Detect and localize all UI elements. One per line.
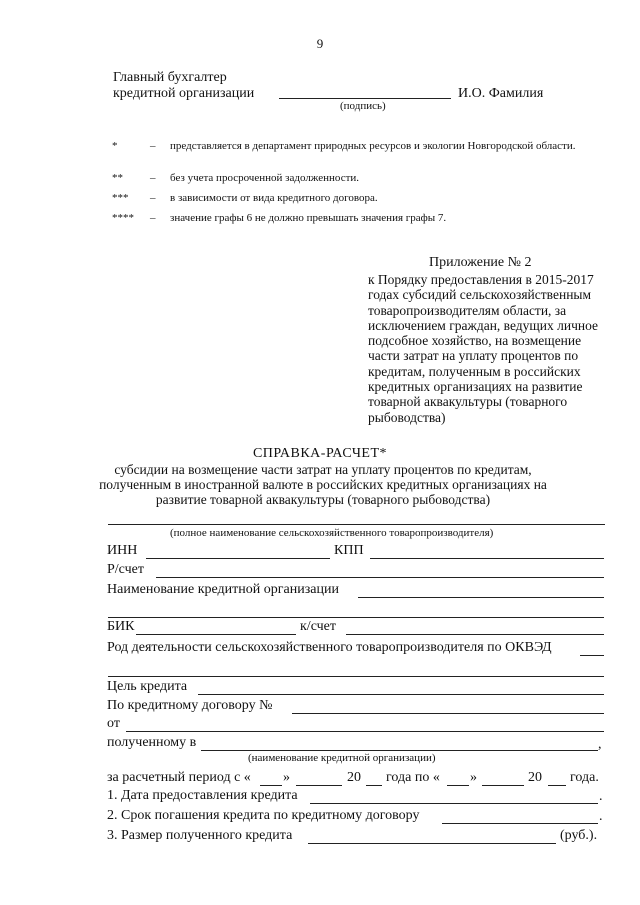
item-3-field[interactable]: [308, 843, 556, 844]
item-2-label: 2. Срок погашения кредита по кредитному договору: [107, 808, 420, 823]
period-end-day[interactable]: [447, 785, 469, 786]
signature-name: И.О. Фамилия: [458, 86, 544, 101]
footnote-mark: *: [112, 140, 118, 152]
footnote-text: в зависимости от вида кредитного договора.: [170, 192, 378, 204]
activity-label: Род деятельности сельскохозяйственного товаропроизводителя по ОКВЭД: [107, 640, 552, 655]
footnote-4: [112, 211, 612, 226]
kpp-field[interactable]: [370, 558, 604, 559]
received-in-field[interactable]: [201, 750, 598, 751]
period-to: года по «: [386, 770, 440, 785]
footnote-2: [112, 171, 612, 186]
item-2-field[interactable]: [442, 823, 598, 824]
signature-role-line1: Главный бухгалтер: [113, 70, 227, 85]
received-in-comma: ,: [598, 737, 602, 752]
signature-line: [279, 98, 451, 99]
footnote-1: [112, 139, 612, 169]
corr-account-label: к/счет: [300, 619, 336, 634]
period-quote-1: »: [283, 770, 290, 785]
footnote-mark: ****: [112, 212, 134, 224]
footnote-text: представляется в департамент природных ресурсов и экологии Новгородской области.: [170, 140, 576, 152]
signature-role-line2: кредитной организации: [113, 86, 255, 101]
activity-field-2[interactable]: [108, 676, 604, 677]
purpose-field[interactable]: [198, 694, 604, 695]
item-1-field[interactable]: [310, 803, 598, 804]
appendix-title: Приложение № 2: [429, 255, 532, 270]
credit-org-field[interactable]: [358, 597, 604, 598]
inn-label: ИНН: [107, 543, 138, 558]
purpose-label: Цель кредита: [107, 679, 188, 694]
document-subheading: субсидии на возмещение части затрат на уплату процентов по кредитам, полученным в иностранной валюте в российских кредитных организациях на развитие товарной аквакультуры (товарного рыбоводства): [99, 462, 547, 507]
activity-field[interactable]: [580, 655, 604, 656]
from-label: от: [107, 716, 120, 731]
period-20-b: 20: [528, 770, 542, 785]
footnote-mark: **: [112, 172, 123, 184]
received-in-label: полученному в: [107, 735, 197, 750]
period-prefix: за расчетный период с «: [107, 770, 251, 785]
appendix-text: к Порядку предоставления в 2015-2017 годах субсидий сельскохозяйственным товаропроизводителям области, за исключением граждан, ведущих личное подсобное хозяйство, на возмещение части затрат на уплату процентов по кредитам, полученным в российских кредитных организациях на развитие товарной аквакультуры (товарного рыбоводства): [368, 272, 599, 425]
item-1-dot: .: [599, 789, 603, 804]
footnote-dash: –: [150, 192, 156, 204]
footnote-text: значение графы 6 не должно превышать значения графы 7.: [170, 212, 447, 224]
bik-label: БИК: [107, 619, 135, 634]
period-start-day[interactable]: [260, 785, 282, 786]
inn-field[interactable]: [146, 558, 330, 559]
signature-caption: (подпись): [340, 100, 386, 112]
period-end-month[interactable]: [482, 785, 524, 786]
kpp-label: КПП: [334, 543, 364, 558]
period-quote-2: »: [470, 770, 477, 785]
footnote-mark: ***: [112, 192, 129, 204]
footnote-dash: –: [150, 140, 156, 152]
period-end-year[interactable]: [548, 785, 566, 786]
credit-org-caption: (наименование кредитной организации): [248, 752, 436, 764]
footnote-text: без учета просроченной задолженности.: [170, 172, 360, 184]
from-field[interactable]: [126, 731, 604, 732]
period-start-year[interactable]: [366, 785, 382, 786]
footnote-dash: –: [150, 172, 156, 184]
period-20-a: 20: [347, 770, 361, 785]
page-number: 9: [316, 36, 324, 51]
item-2-dot: .: [599, 809, 603, 824]
contract-label: По кредитному договору №: [107, 698, 273, 713]
account-field[interactable]: [156, 577, 604, 578]
producer-name-caption: (полное наименование сельскохозяйственного товаропроизводителя): [170, 527, 494, 539]
producer-name-line[interactable]: [108, 524, 605, 525]
credit-org-field-2[interactable]: [108, 617, 604, 618]
period-start-month[interactable]: [296, 785, 342, 786]
account-label: Р/счет: [107, 562, 144, 577]
document-heading: СПРАВКА-РАСЧЕТ*: [252, 446, 388, 461]
period-suffix: года.: [570, 770, 599, 785]
contract-field[interactable]: [292, 713, 604, 714]
item-1-label: 1. Дата предоставления кредита: [107, 788, 298, 803]
corr-account-field[interactable]: [346, 634, 604, 635]
footnote-3: [112, 191, 612, 206]
bik-field[interactable]: [136, 634, 296, 635]
item-3-label: 3. Размер полученного кредита: [107, 828, 293, 843]
item-3-rub: (руб.).: [560, 828, 598, 843]
footnote-dash: –: [150, 212, 156, 224]
signature-block: [113, 70, 254, 102]
credit-org-label: Наименование кредитной организации: [107, 582, 339, 597]
